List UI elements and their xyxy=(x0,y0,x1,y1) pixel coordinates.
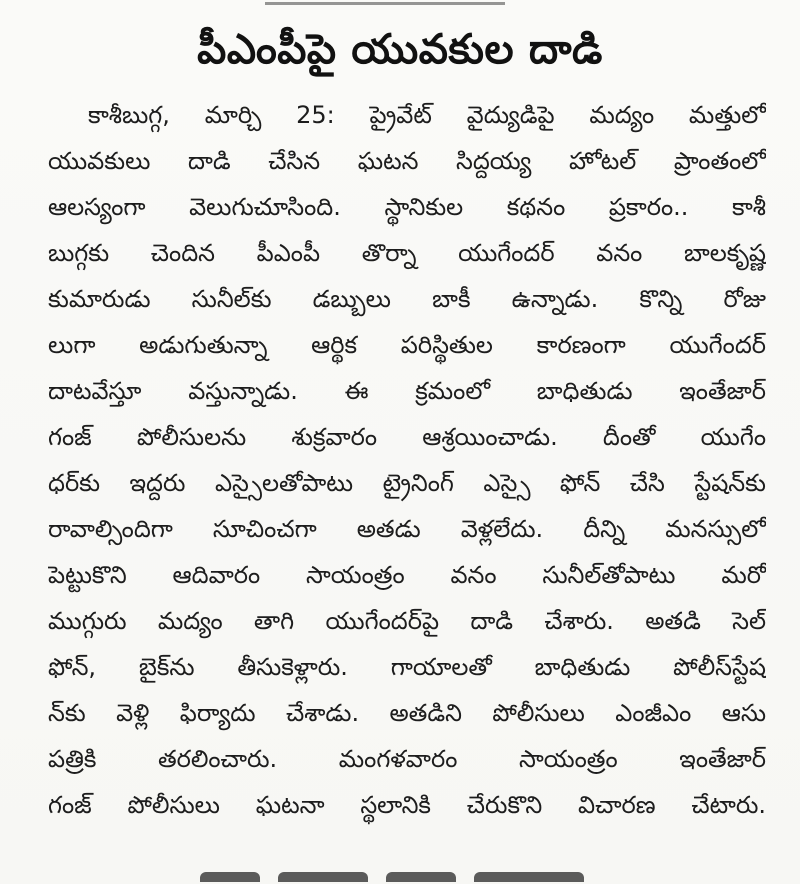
article-line: గంజ్ పోలీసులను శుక్రవారం ఆశ్రయించాడు. దీంతో యుగేం xyxy=(48,423,766,451)
article-line: కాశీబుగ్గ, మార్చి 25: ప్రైవేట్ వైద్యుడిపై మద్యం మత్తులో xyxy=(88,101,766,129)
article-line: గంజ్ పోలీసులు ఘటనా స్థలానికి చేరుకొని విచారణ చేటారు. xyxy=(48,791,766,819)
article-line: పత్రికి తరలించారు. మంగళవారం సాయంత్రం ఇంతేజార్ xyxy=(48,745,766,773)
headline: పీఎంపీపై యువకుల దాడి xyxy=(197,25,603,73)
article-line: పెట్టుకొని ఆదివారం సాయంత్రం వనం సునీల్‌తోపాటు మరో xyxy=(48,561,766,589)
cropped-previous-heading xyxy=(265,0,505,8)
article-line: న్‌కు వెళ్లి ఫిర్యాదు చేశాడు. అతడిని పోలీసులు ఎంజీఎం ఆసు xyxy=(48,699,766,727)
article-line: యువకులు దాడి చేసిన ఘటన సిద్దయ్య హోటల్ ప్రాంతంలో xyxy=(48,147,766,175)
cropped-next-heading xyxy=(200,872,620,884)
article-line: కుమారుడు సునీల్‌కు డబ్బులు బాకీ ఉన్నాడు. కొన్ని రోజు xyxy=(48,285,766,313)
article-line: ఆలస్యంగా వెలుగుచూసింది. స్థానికుల కథనం ప్రకారం.. కాశీ xyxy=(48,193,766,221)
article-line: ధర్‌కు ఇద్దరు ఎస్సైలతోపాటు ట్రైనింగ్ ఎస్సై ఫోన్ చేసి స్టేషన్‌కు xyxy=(48,469,766,497)
article-line: రావాల్సిందిగా సూచించగా అతడు వెళ్లలేదు. దీన్ని మనస్సులో xyxy=(48,515,766,543)
article-line: ఫోన్, బైక్‌ను తీసుకెళ్లారు. గాయాలతో బాధితుడు పోలీస్‌స్టేష xyxy=(48,653,766,681)
article-line: లుగా అడుగుతున్నా ఆర్థిక పరిస్థితుల కారణంగా యుగేందర్ xyxy=(48,331,766,359)
article-line: ముగ్గురు మద్యం తాగి యుగేందర్‌పై దాడి చేశారు. అతడి సెల్ xyxy=(48,607,766,635)
article-line: బుగ్గకు చెందిన పీఎంపీ తొర్నా యుగేందర్ వనం బాలకృష్ణ xyxy=(48,239,766,267)
article-body xyxy=(48,92,766,828)
article-line: దాటవేస్తూ వస్తున్నాడు. ఈ క్రమంలో బాధితుడు ఇంతేజార్ xyxy=(48,377,766,405)
